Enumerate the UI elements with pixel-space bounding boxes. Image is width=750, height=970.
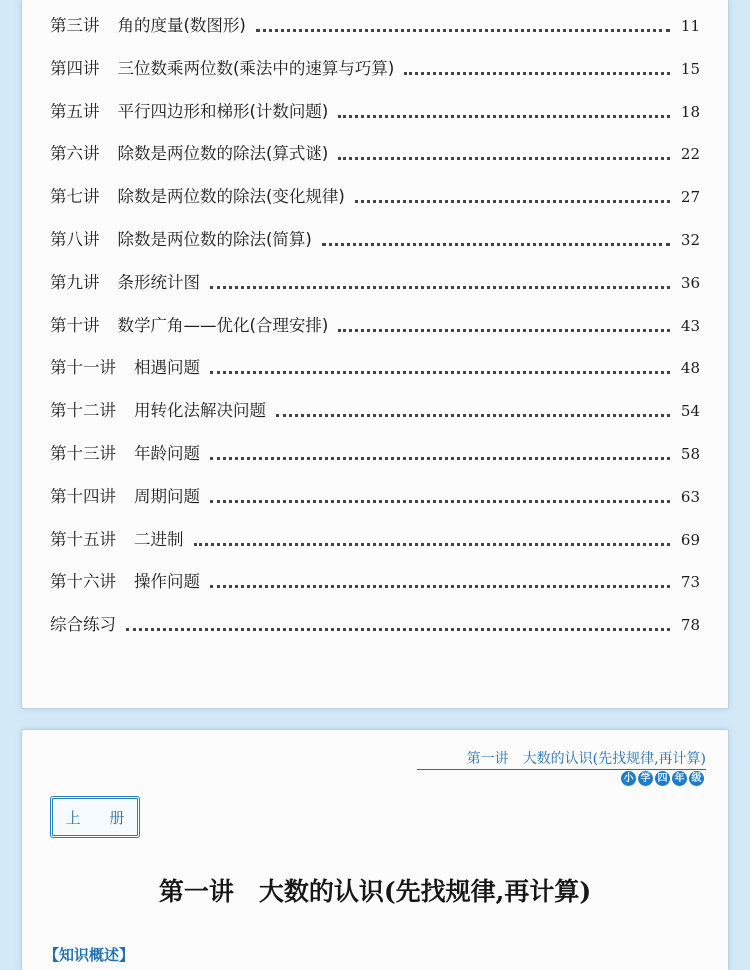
lesson-heading: 第一讲 大数的认识(先找规律,再计算) — [158, 877, 592, 906]
toc-title: 年龄问题 — [134, 444, 200, 463]
toc-row[interactable] — [50, 613, 700, 637]
toc-page-number: 11 — [680, 17, 700, 35]
toc-leader-dots — [276, 414, 670, 417]
volume-label: 上 册 — [65, 808, 137, 827]
toc-row[interactable] — [50, 271, 700, 295]
grade-badge: 级 — [689, 771, 704, 786]
toc-leader-dots — [210, 457, 670, 460]
toc-page-number: 22 — [680, 145, 700, 164]
toc-leader-dots — [338, 329, 670, 332]
toc-page-number: 69 — [680, 530, 700, 549]
toc-page-number: 18 — [680, 102, 700, 121]
toc-page-number: 78 — [680, 616, 700, 635]
toc-row[interactable] — [50, 228, 700, 252]
toc-leader-dots — [194, 543, 671, 546]
toc-leader-dots — [338, 157, 670, 160]
toc-chapter-label: 第九讲 — [50, 272, 100, 292]
grade-badges — [621, 771, 704, 786]
toc-row[interactable] — [50, 570, 700, 594]
grade-badge: 四 — [655, 771, 670, 786]
toc-leader-dots — [210, 286, 670, 289]
toc-page-number: 73 — [680, 573, 700, 592]
toc-title: 用转化法解决问题 — [134, 401, 266, 421]
toc-title: 数学广角——优化(合理安排) — [117, 315, 329, 335]
toc-row[interactable] — [50, 142, 700, 166]
toc-title: 平行四边形和梯形(计数问题) — [117, 101, 329, 121]
toc-chapter-label: 第十一讲 — [50, 358, 116, 378]
toc-title: 除数是两位数的除法(变化规律) — [117, 187, 345, 207]
toc-page-number: 58 — [680, 445, 700, 463]
grade-badge: 学 — [638, 771, 653, 786]
toc-page-number: 36 — [680, 273, 700, 292]
toc-title: 角的度量(数图形) — [117, 16, 246, 35]
toc-chapter-label: 第十四讲 — [50, 486, 116, 506]
toc-row[interactable] — [50, 485, 700, 509]
toc-leader-dots — [256, 29, 670, 32]
running-header: 第一讲 大数的认识(先找规律,再计算) — [466, 751, 706, 767]
toc-page-number: 43 — [680, 316, 700, 335]
toc-row[interactable] — [50, 399, 700, 423]
grade-badge: 小 — [621, 771, 636, 786]
toc-title: 除数是两位数的除法(简算) — [117, 230, 312, 249]
toc-leader-dots — [404, 72, 670, 75]
toc-page-number: 48 — [680, 359, 700, 378]
toc-chapter-label: 第六讲 — [50, 144, 100, 164]
toc-row[interactable] — [50, 185, 700, 209]
toc-chapter-label: 第十讲 — [50, 315, 100, 335]
toc-chapter-label: 综合练习 — [50, 615, 116, 635]
toc-title: 二进制 — [134, 529, 184, 549]
toc-page-number: 27 — [680, 188, 700, 207]
header-rule — [417, 769, 706, 770]
toc-leader-dots — [355, 200, 670, 203]
toc-chapter-label: 第十二讲 — [50, 401, 116, 421]
toc-row[interactable] — [50, 528, 700, 552]
toc-row[interactable] — [50, 442, 700, 466]
toc-leader-dots — [126, 628, 670, 631]
toc-chapter-label: 第四讲 — [50, 58, 100, 78]
toc-title: 相遇问题 — [134, 358, 200, 378]
lesson-page — [22, 730, 728, 970]
toc-row[interactable] — [50, 356, 700, 380]
toc-row[interactable] — [50, 100, 700, 124]
section-label: 【知识概述】 — [44, 946, 135, 964]
toc-title: 操作问题 — [134, 572, 200, 592]
toc-title: 周期问题 — [134, 486, 200, 506]
toc-page-number: 63 — [680, 487, 700, 506]
toc-leader-dots — [210, 500, 670, 503]
toc-page-number: 54 — [680, 402, 700, 421]
toc-leader-dots — [210, 371, 670, 374]
toc-chapter-label: 第三讲 — [50, 16, 100, 35]
toc-leader-dots — [322, 243, 670, 246]
toc-title: 除数是两位数的除法(算式谜) — [117, 144, 329, 164]
table-of-contents-page — [22, 0, 728, 708]
toc-row[interactable] — [50, 57, 700, 81]
toc-chapter-label: 第十六讲 — [50, 572, 116, 592]
toc-chapter-label: 第十五讲 — [50, 529, 116, 549]
toc-chapter-label: 第七讲 — [50, 187, 100, 207]
toc-chapter-label: 第十三讲 — [50, 444, 116, 463]
toc-row[interactable] — [50, 14, 700, 38]
grade-badge: 年 — [672, 771, 687, 786]
toc-leader-dots — [210, 585, 670, 588]
toc-title: 三位数乘两位数(乘法中的速算与巧算) — [117, 58, 395, 78]
toc-page-number: 32 — [680, 231, 700, 249]
toc-row[interactable] — [50, 314, 700, 338]
toc-page-number: 15 — [680, 59, 700, 78]
toc-chapter-label: 第八讲 — [50, 230, 100, 249]
toc-title: 条形统计图 — [117, 272, 200, 292]
toc-chapter-label: 第五讲 — [50, 101, 100, 121]
volume-label-frame — [50, 796, 140, 838]
toc-leader-dots — [338, 115, 670, 118]
